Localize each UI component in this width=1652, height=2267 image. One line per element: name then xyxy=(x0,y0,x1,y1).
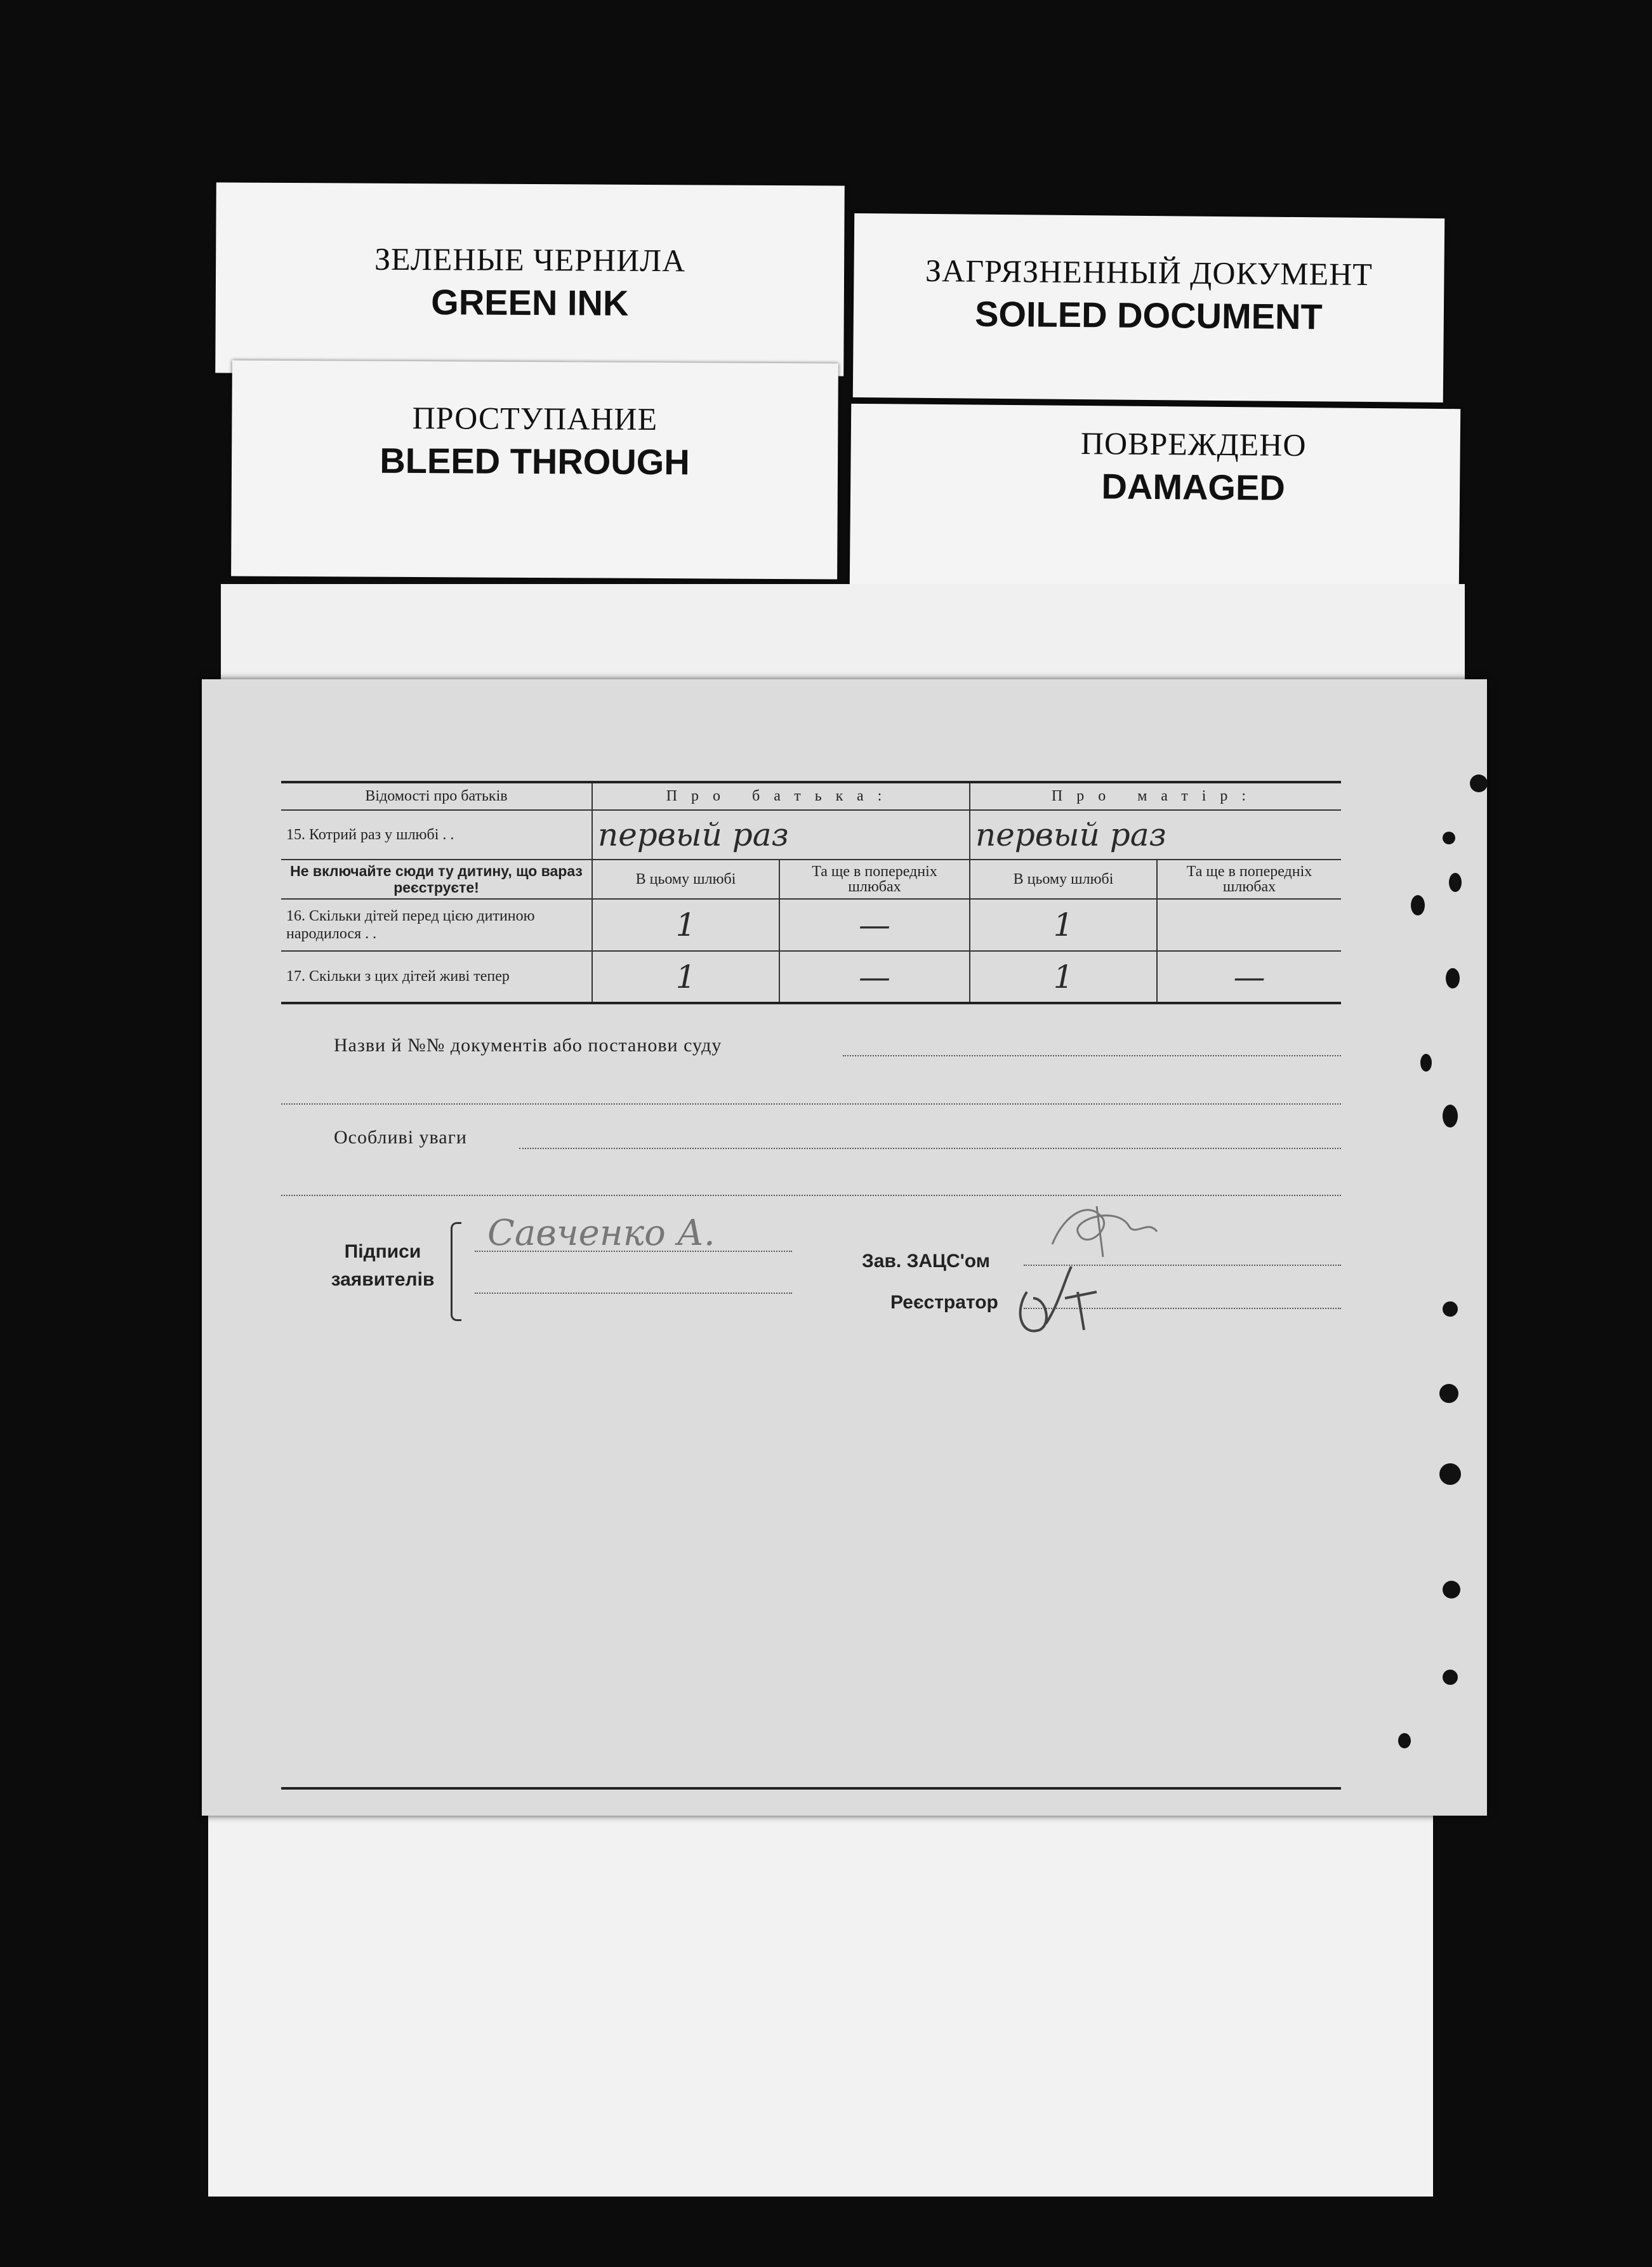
flag-ru-text: ПРОСТУПАНИЕ xyxy=(412,399,658,437)
applicant-signature-line-2 xyxy=(475,1293,792,1294)
flag-green-ink xyxy=(215,182,845,376)
flag-en-text: SOILED DOCUMENT xyxy=(974,293,1323,337)
row-17-father-this: 1 xyxy=(592,951,779,1003)
edge-damage-mark xyxy=(1449,873,1462,892)
subheader-mother-this: В цьому шлюбі xyxy=(970,860,1157,899)
row-17-label: 17. Скільки з цих дітей живі тепер xyxy=(281,951,592,1003)
edge-damage-mark xyxy=(1443,1301,1458,1317)
header-mother: Про матір: xyxy=(970,782,1341,810)
registrar-signature xyxy=(1008,1254,1122,1343)
head-signature xyxy=(1040,1193,1179,1263)
subheader-note: Не включайте сюди ту дитину, що вараз реєструєте! xyxy=(281,860,592,899)
notes-line xyxy=(519,1148,1341,1149)
edge-damage-mark xyxy=(1439,1463,1461,1485)
parents-info-table xyxy=(281,781,1341,1004)
edge-damage-mark xyxy=(1411,895,1425,915)
documents-line-2 xyxy=(281,1103,1341,1105)
flag-en-text: DAMAGED xyxy=(1101,466,1286,508)
table-row-16 xyxy=(281,899,1341,951)
row-16-mother-prev xyxy=(1157,899,1341,951)
flag-damaged xyxy=(850,404,1460,593)
row-16-father-prev: — xyxy=(779,899,970,951)
row-16-label: 16. Скільки дітей перед цією дитиною народилося . . xyxy=(281,899,592,951)
flag-en-text: BLEED THROUGH xyxy=(380,440,690,482)
documents-label: Назви й №№ документів або постанови суду xyxy=(334,1035,722,1056)
bottom-rule xyxy=(281,1787,1341,1790)
edge-damage-mark xyxy=(1439,1384,1458,1403)
edge-damage-mark xyxy=(1443,832,1455,844)
row-15-label: 15. Котрий раз у шлюбі . . xyxy=(281,810,592,860)
row-17-father-prev: — xyxy=(779,951,970,1003)
flag-soiled-document xyxy=(853,213,1444,402)
documents-line xyxy=(843,1055,1341,1056)
head-zags-label: Зав. ЗАЦС'ом xyxy=(862,1251,990,1272)
flag-ru-text: ЗАГРЯЗНЕННЫЙ ДОКУМЕНТ xyxy=(925,252,1373,293)
table-row-15 xyxy=(281,810,1341,860)
table-subheader-row xyxy=(281,860,1341,899)
edge-damage-mark xyxy=(1398,1733,1411,1748)
header-father: Про батька: xyxy=(592,782,970,810)
applicant-signature-line xyxy=(475,1251,792,1252)
row-16-father-this: 1 xyxy=(592,899,779,951)
edge-damage-mark xyxy=(1443,1105,1458,1127)
subheader-father-prev: Та ще в попередніх шлюбах xyxy=(779,860,970,899)
row-17-mother-this: 1 xyxy=(970,951,1157,1003)
flag-ru-text: ПОВРЕЖДЕНО xyxy=(1080,425,1307,463)
edge-damage-mark xyxy=(1470,775,1488,792)
row-15-mother-value: первый раз xyxy=(970,810,1341,860)
notes-line-2 xyxy=(281,1195,1341,1196)
notes-label: Особливі уваги xyxy=(334,1127,467,1148)
flag-bleed-through xyxy=(231,361,838,580)
table-header-row xyxy=(281,782,1341,810)
applicant-signature: Савченко А. xyxy=(487,1213,715,1254)
subheader-mother-prev: Та ще в попередніх шлюбах xyxy=(1157,860,1341,899)
edge-damage-mark xyxy=(1443,1581,1460,1599)
flag-en-text: GREEN INK xyxy=(431,282,629,323)
edge-damage-mark xyxy=(1443,1670,1458,1685)
row-15-father-value: первый раз xyxy=(592,810,970,860)
applicants-signature-label: Підписи заявителів xyxy=(331,1241,435,1290)
backing-sheet xyxy=(208,1752,1433,2197)
row-17-mother-prev: — xyxy=(1157,951,1341,1003)
table-row-17 xyxy=(281,951,1341,1003)
subheader-father-this: В цьому шлюбі xyxy=(592,860,779,899)
header-parents-info: Відомості про батьків xyxy=(281,782,592,810)
edge-damage-mark xyxy=(1446,968,1460,988)
registration-card xyxy=(202,679,1487,1816)
row-16-mother-this: 1 xyxy=(970,899,1157,951)
registrar-label: Реєстратор xyxy=(890,1292,998,1313)
flag-ru-text: ЗЕЛЕНЫЕ ЧЕРНИЛА xyxy=(374,241,686,279)
edge-damage-mark xyxy=(1420,1054,1432,1072)
signature-bracket xyxy=(451,1222,461,1321)
